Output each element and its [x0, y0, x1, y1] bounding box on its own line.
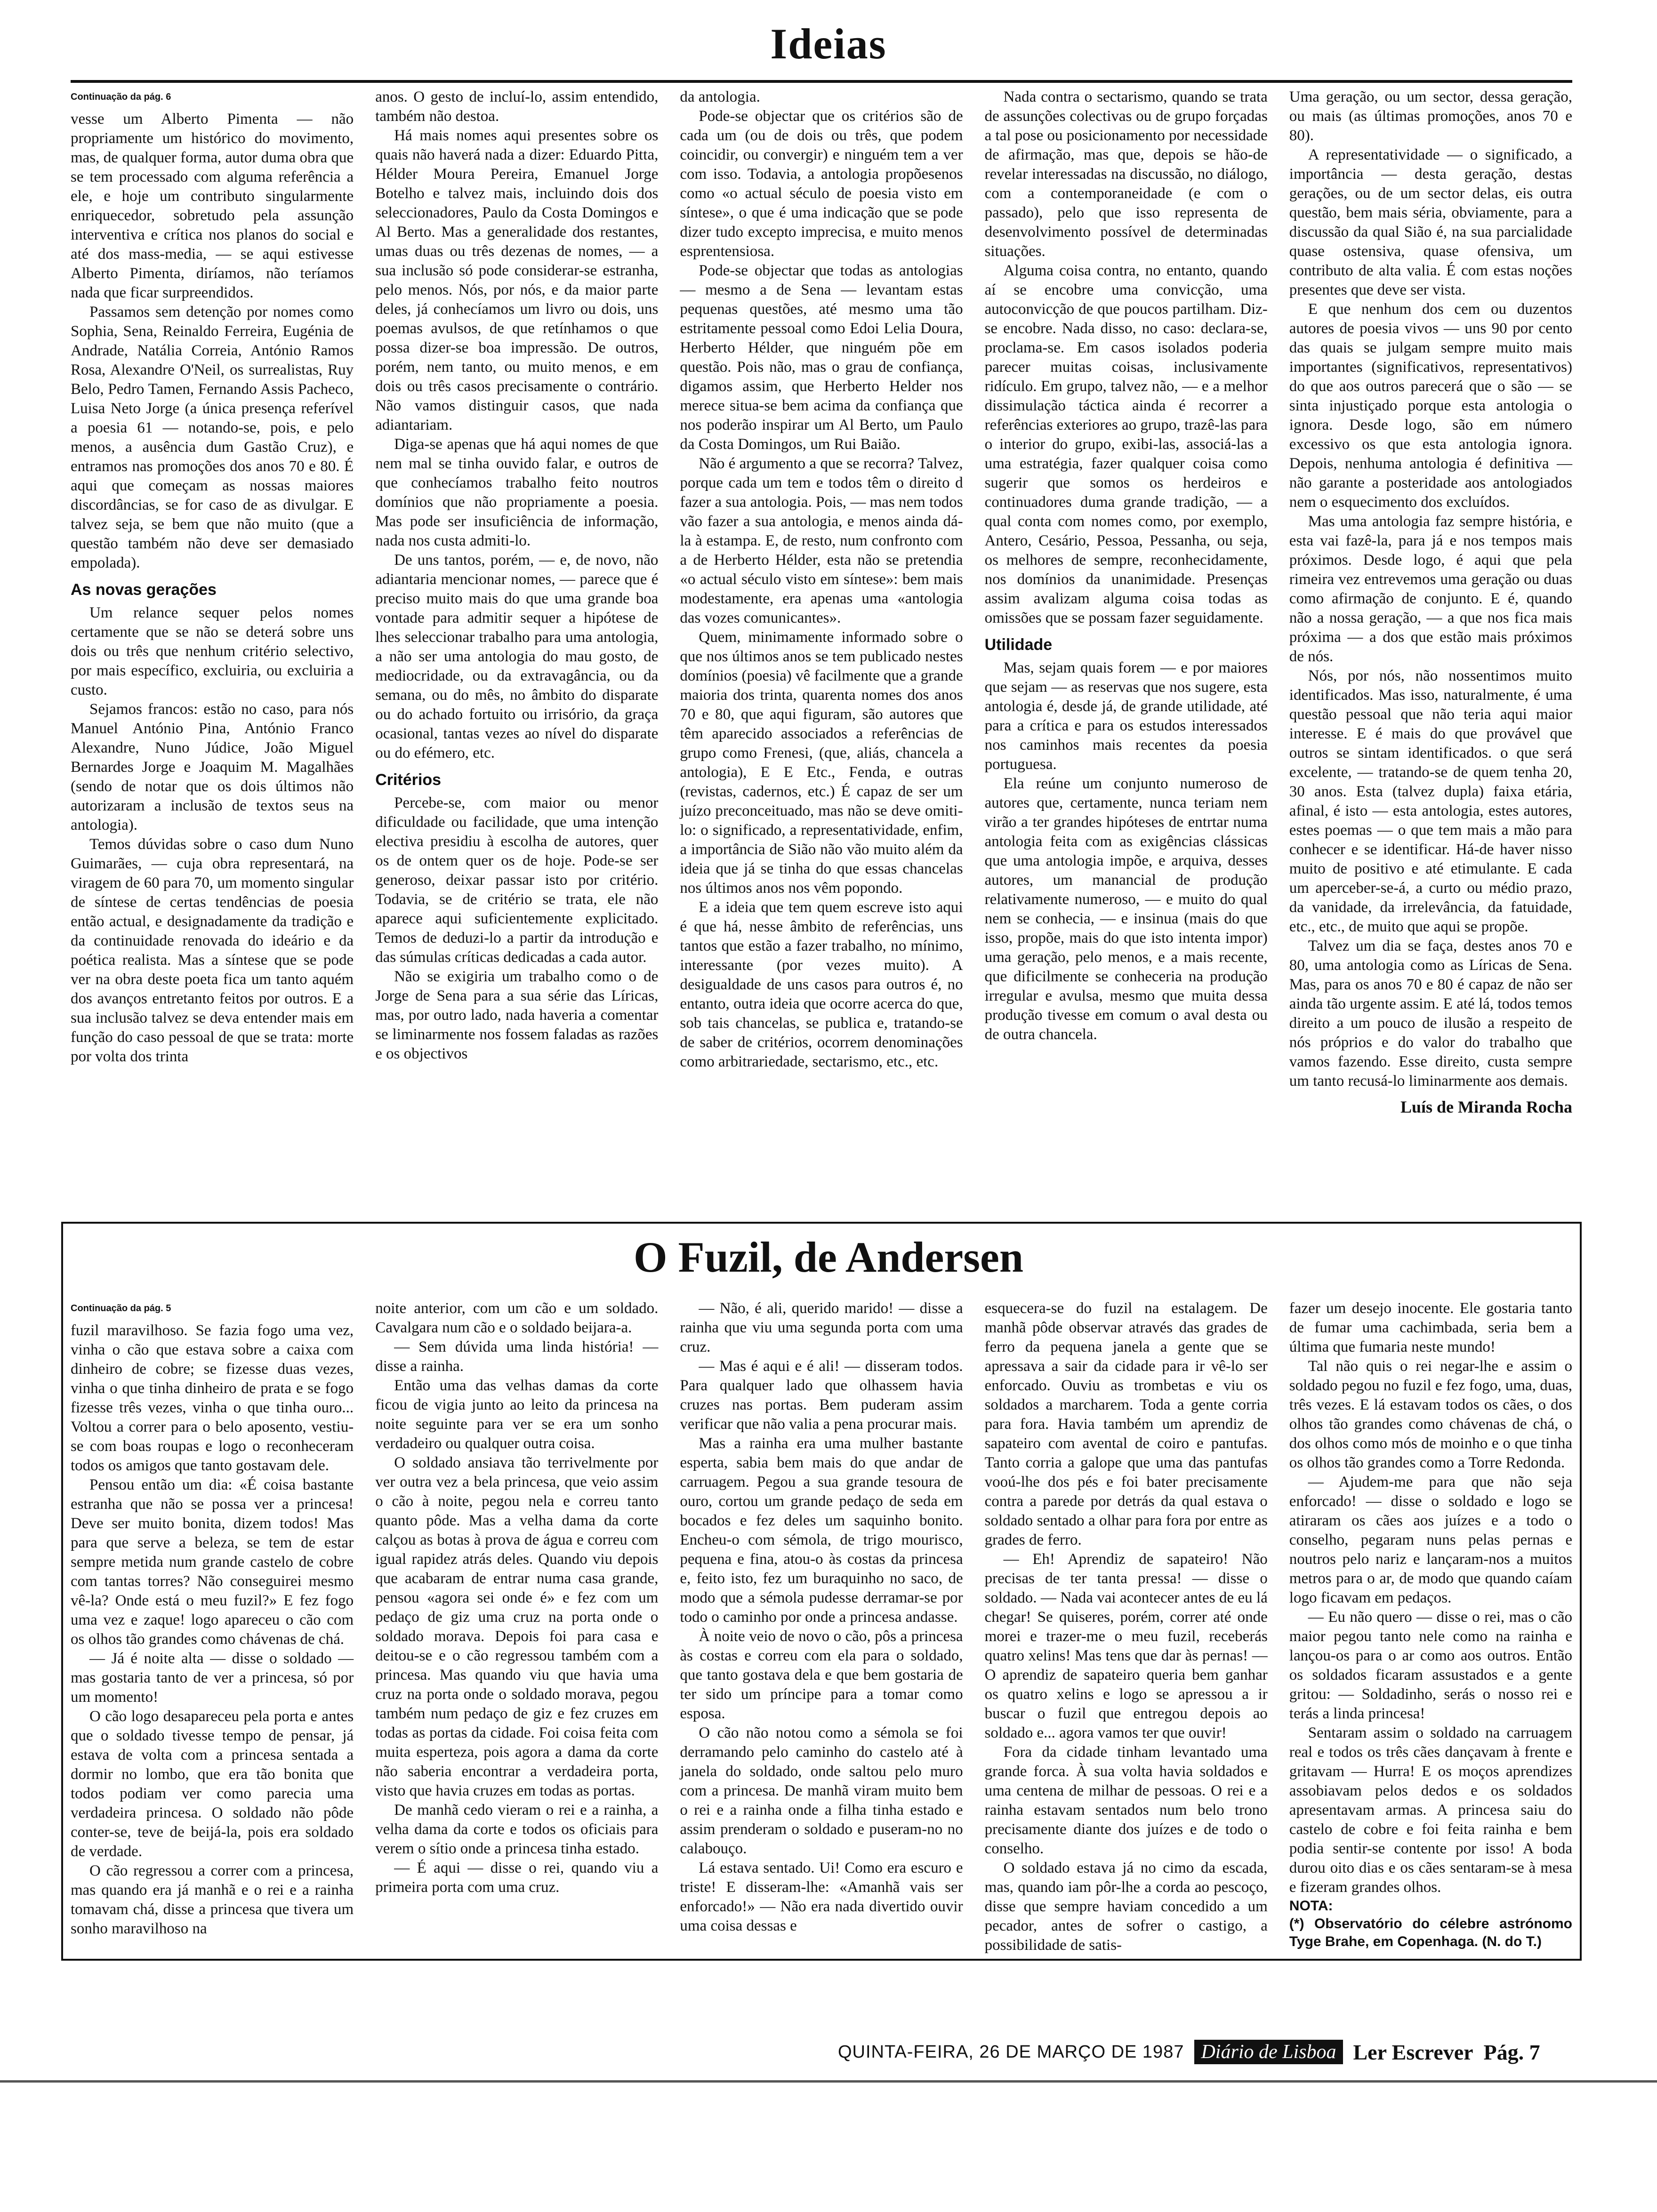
- paragraph: vesse um Alberto Pimenta — não propriamente um histórico do movimento, mas, de qualquer forma, autor duma obra que se tem processado com alguma referência a ele, e hoje um contributo singularmente enriquecedor, sobretudo pela assunção interventiva e crítica nos planos do social e até dos mass-media, — se aqui estivesse Alberto Pimenta, diríamos, não teríamos nada que ficar surpreendidos.: [71, 111, 354, 301]
- paragraph: À noite veio de novo o cão, pôs a princesa às costas e correu com ela para o soldado, que tanto gostava dela e que bem gostaria de ter sido um príncipe para a tomar como esposa.: [680, 1628, 963, 1722]
- paragraph: Percebe-se, com maior ou menor dificuldade ou facilidade, que uma intenção electiva presidiu à escolha de autores, quer os de ontem quer os de hoje. Pode-se ser generoso, deixar passar isto por critério. Todavia, se de critério se trata, ele não aparece aqui suficientemente explicitado. Temos de deduzi-lo a partir da introdução e das súmulas críticas dedicadas a cada autor.: [375, 794, 659, 966]
- author-signature: Luís de Miranda Rocha: [1400, 1098, 1572, 1116]
- header-rule: [71, 80, 1572, 83]
- article2-column-1: [71, 1299, 354, 1955]
- paragraph: Pode-se objectar que os critérios são de cada um (ou de dois ou três, que podem coincidir, ou convergir) e ninguém tem a ver com isso. Todavia, a antologia propõesenos como «o actual século de poesia visto em síntese», o que é uma indicação que se pode dizer tudo excepto imprecisa, e muito menos esprentensiosa.: [680, 108, 963, 260]
- paragraph: Sentaram assim o soldado na carruagem real e todos os três cães dançavam à frente e gritavam — Hurra! E os moços aprendizes assobiavam pelos dedos e os soldados apresentavam armas. A princesa saiu do castelo de cobre e foi feita rainha e bem podia sentir-se contente por isso! A boda durou oito dias e os cães sentaram-se à mesa e fizeram grandes olhos.: [1289, 1724, 1572, 1896]
- paragraph: O cão logo desapareceu pela porta e antes que o soldado tivesse tempo de pensar, já estava de volta com a princesa sentada a dormir no lombo, que era tão bonita que todos podiam ver como parecia uma verdadeira princesa. O soldado não pôde conter-se, teve de beijá-la, pois era soldado de verdade.: [71, 1708, 354, 1860]
- paragraph: — Ajudem-me para que não seja enforcado! — disse o soldado e logo se atiraram os cães aos juízes e a todo o conselho, pegaram nuns pelas pernas e noutros pelo nariz e lançaram-nos a muitos metros para o ar, de modo que quando caíam logo ficavam em pedaços.: [1289, 1474, 1572, 1606]
- continued-from-label: Continuação da pág. 5: [71, 1303, 171, 1314]
- paragraph: De manhã cedo vieram o rei e a rainha, a velha dama da corte e todos os oficiais para verem o sítio onde a princesa tinha estado.: [375, 1802, 659, 1857]
- paragraph: Ela reúne um conjunto numeroso de autores que, certamente, nunca teriam nem virão a ter grandes hipóteses de entrtar numa antologia feita com as exigências clássicas que uma antologia impõe, e arquiva, desses autores, um manancial de produção relativamente numeroso, — e muito do qual nem se conhecia, — e insinua (mais do que isso, propõe, mais do que isto intenta impor) uma geração, pelo menos, e a mais recente, que dificilmente se conheceria na produção irregular e avulsa, mesmo que muita dessa produção tivesse em comum o aval desta ou de outra chancela.: [984, 775, 1268, 1043]
- note-text: (*) Observatório do célebre astrónomo Tyge Brahe, em Copenhaga. (N. do T.): [1289, 1916, 1572, 1949]
- article2-column-2: [375, 1299, 658, 1955]
- paragraph: — Mas é aqui e é ali! — disseram todos. Para qualquer lado que olhassem havia cruzes nas portas. Bem puderam assim verificar que não valia a pena procurar mais.: [680, 1358, 963, 1433]
- box-bottom-rule: [61, 1959, 1582, 1961]
- article1-column-2: [375, 88, 658, 1212]
- subheading: Critérios: [375, 771, 442, 789]
- note-label: NOTA:: [1289, 1898, 1333, 1914]
- article2-column-4: [985, 1299, 1268, 1955]
- section-title: Ideias: [770, 20, 887, 68]
- article1-column-5: [1289, 88, 1572, 1212]
- page-fold-line: [0, 2080, 1657, 2083]
- paragraph: fuzil maravilhoso. Se fazia fogo uma vez, vinha o cão que estava sobre a caixa com dinheiro de cobre; se fizesse duas vezes, vinha o que tinha dinheiro de prata e se fogo fizesse três vezes, vinha o que tinha ouro... Voltou a correr para o belo aposento, vestiu-se com boas roupas e logo o reconheceram todos os amigos que tanto gostavam dele.: [71, 1322, 354, 1474]
- paragraph: Sejamos francos: estão no caso, para nós Manuel António Pina, António Franco Alexandre, Nuno Júdice, João Miguel Bernardes Jorge e Joaquim M. Magalhães (sendo de notar que os dois últimos não autorizaram a inclusão de textos seus na antologia).: [71, 701, 354, 834]
- subheading: As novas gerações: [71, 581, 217, 599]
- paragraph: noite anterior, com um cão e um soldado. Cavalgara num cão e o soldado beijara-a.: [375, 1300, 659, 1336]
- paragraph: — Já é noite alta — disse o soldado — mas gostaria tanto de ver a princesa, só por um momento!: [71, 1650, 354, 1706]
- article1-column-4: [985, 88, 1268, 1212]
- paragraph: Mas a rainha era uma mulher bastante esperta, sabia bem mais do que andar de carruagem. Pegou a sua grande tesoura de ouro, cortou um grande pedaço de seda em bocados e fez deles um saquinho bonito. Encheu-o com sémola, de trigo mourisco, pequena e fina, atou-o às costas da princesa e, feito isto, fez um buraquinho no saco, de modo que a sémola pudesse derramar-se por todo o caminho por onde a princesa andasse.: [680, 1435, 963, 1626]
- paragraph: A representatividade — o significado, a importância — desta geração, destas gerações, ou de um sector delas, eis outra questão, bem mais séria, obviamente, para a discussão da qual Sião é, na sua parcialidade quase ostensiva, quase ofensiva, um contributo de alta valia. É com estas noções presentes que deve ser vista.: [1289, 146, 1572, 298]
- continued-from-label: Continuação da pág. 6: [71, 92, 171, 102]
- article1-column-1: [71, 88, 354, 1212]
- article-ideias: [71, 88, 1572, 1212]
- paragraph: E que nenhum dos cem ou duzentos autores de poesia vivos — uns 90 por cento das quais se julgam sempre muito mais importantes (significativos, representativos) do que aos outros parecerá que o são — se sinta injustiçado porque esta antologia o ignora. Desde logo, são em número excessivo os que esta antologia ignora. Depois, nenhuma antologia é definitiva — não garante a posteridade aos antologiados nem o esquecimento dos excluídos.: [1289, 301, 1572, 511]
- paragraph: O soldado ansiava tão terrivelmente por ver outra vez a bela princesa, que veio assim o cão à noite, pegou nela e correu tanto quanto pôde. Mas a velha dama da corte calçou as botas à prova de água e correu com igual rapidez atrás deles. Quando viu depois que acabaram de entrar numa casa grande, pensou «agora sei onde é» e fez com um pedaço de giz uma cruz na porta onde o soldado morava. Depois foi para casa e deitou-se e o cão regressou também com a princesa. Mas quando viu que havia uma cruz na porta onde o soldado morava, pegou também num pedaço de giz e fez cruzes em todas as portas da cidade. Foi coisa feita com muita esperteza, pois agora a dama da corte não saberia encontrar a verdadeira porta, visto que havia cruzes em todas as portas.: [375, 1454, 659, 1799]
- paragraph: anos. O gesto de incluí-lo, assim entendido, também não destoa.: [375, 88, 659, 125]
- paragraph: Não é argumento a que se recorra? Talvez, porque cada um tem e todos têm o direito d fazer a sua antologia. Pois, — mas nem todos vão fazer a sua antologia, e menos ainda dá-la à estampa. E, de resto, num confronto com a de Herberto Hélder, esta não se pretendia «o actual século visto em síntese»: bem mais modestamente, era apenas uma «antologia das vozes comunicantes».: [680, 455, 963, 626]
- paragraph: Pensou então um dia: «É coisa bastante estranha que não se possa ver a princesa! Deve ser muito bonita, dizem todos! Mas para que serve a beleza, se tem de estar sempre metida num grande castelo de cobre com tantas torres? Não conseguirei mesmo vê-la? Onde está o meu fuzil?» E fez fogo uma vez e zaque! logo apareceu o cão com os olhos tão grandes como chávenas de chá.: [71, 1476, 354, 1648]
- paragraph: Há mais nomes aqui presentes sobre os quais não haverá nada a dizer: Eduardo Pitta, Hélder Moura Pereira, Emanuel Jorge Botelho e talvez mais, incluindo dois dos seleccionadores, Paulo da Costa Domingos e Al Berto. Mas a generalidade dos restantes, umas duas ou três dezenas de nomes, — a sua inclusão só pode considerar-se estranha, pelo menos. Nós, por nós, e da maior parte deles, já conhecíamos um livro ou dois, uns poemas avulsos, de que retínhamos o que possa dizer-se boa impressão. De outros, porém, nem tanto, ou muito menos, e em dois ou três casos precisamente o contrário. Não vamos distinguir casos, que nada adiantariam.: [375, 127, 659, 433]
- paragraph: fazer um desejo inocente. Ele gostaria tanto de fumar uma cachimbada, seria bem a última que fumaria neste mundo!: [1289, 1300, 1572, 1355]
- article1-column-3: [680, 88, 963, 1212]
- paragraph: Diga-se apenas que há aqui nomes de que nem mal se tinha ouvido falar, e outros de que conhecíamos trabalho feito noutros domínios que não propriamente a poesia. Mas pode ser insuficiência de informação, nada nos custa admiti-lo.: [375, 436, 659, 549]
- article2-column-5: [1289, 1299, 1572, 1955]
- article2-column-3: [680, 1299, 963, 1955]
- paragraph: E a ideia que tem quem escreve isto aqui é que há, nesse âmbito de referências, uns tantos que estão a fazer trabalho, no mínimo, interessante (por vezes muito). A desigualdade de uns casos para outros é, no entanto, outra ideia que ocorre acerca do que, sob tais chancelas, se publica e, tratando-se de saber de critérios, ocorrem denominações como arbitrariedade, sectarismo, etc., etc.: [680, 899, 963, 1070]
- issue-date: QUINTA-FEIRA, 26 DE MARÇO DE 1987: [838, 2042, 1184, 2062]
- paragraph: esquecera-se do fuzil na estalagem. De manhã pôde observar através das grades de ferro da pequena janela a gente que se apressava a sair da cidade para ir vê-lo ser enforcado. Ouviu as trombetas e viu os soldados a marcharem. Toda a gente corria para fora. Havia também um aprendiz de sapateiro com avental de coiro e pantufas. Tanto corria a galope que uma das pantufas vooú-lhe dos pés e foi bater precisamente contra a parede por detrás da qual estava o soldado sentado a olhar para fora por entre as grades de ferro.: [984, 1300, 1268, 1548]
- paragraph: Lá estava sentado. Ui! Como era escuro e triste! E disseram-lhe: «Amanhã vais ser enforcado!» — Não era nada divertido ouvir uma coisa dessas e: [680, 1859, 963, 1934]
- paragraph: De uns tantos, porém, — e, de novo, não adiantaria mencionar nomes, — parece que é preciso muito mais do que uma grande boa vontade para admitir sequer a hipótese de lhes seleccionar trabalho para uma antologia, a não ser uma antologia do mau gosto, de mediocridade, ou da extravagância, ou da semana, ou do mês, no âmbito do disparate ou do achado fortuito ou irrisório, da graça ocasional, tantas vezes ao nível do disparate ou do efémero, etc.: [375, 552, 659, 761]
- subheading: Utilidade: [984, 636, 1053, 654]
- paragraph: Fora da cidade tinham levantado uma grande forca. À sua volta havia soldados e uma centena de milhar de pessoas. O rei e a rainha estavam sentados num belo trono precisamente diante dos juízes e de todo o conselho.: [984, 1744, 1268, 1857]
- paragraph: Nós, por nós, não nossentimos muito identificados. Mas isso, naturalmente, é uma questão pessoal que não teria aqui maior interesse. E é mais do que provável que outros se sintam identificados. o que será excelente, — tratando-se de quem tenha 20, 30 anos. Esta (talvez dupla) faixa etária, afinal, é isto — esta antologia, estes autores, estes poemas — o que tem mais a mão para conhecer e se identificar. Há-de haver nisso muito de positivo e até etimulante. E cada um aperceber-se-á, a curto ou médio prazo, da vanidade, da irrelevância, da fatuidade, etc., etc., de muito que aqui se propõe.: [1289, 667, 1572, 935]
- paragraph: Então uma das velhas damas da corte ficou de vigia junto ao leito da princesa na noite seguinte para ver se era um sonho verdadeiro ou qualquer outra coisa.: [375, 1377, 659, 1452]
- paragraph: Um relance sequer pelos nomes certamente que se não se deterá sobre uns dois ou três que nenhum critério selectivo, por mais específico, excluiria, ou excluiria a custo.: [71, 604, 354, 698]
- paragraph: Tal não quis o rei negar-lhe e assim o soldado pegou no fuzil e fez fogo, uma, duas, três vezes. E lá estavam todos os cães, o dos olhos tão grandes como chávenas de chá, o dos olhos como mós de moinho e o que tinha os olhos tão grandes como a Torre Redonda.: [1289, 1358, 1572, 1471]
- article-fuzil: [71, 1299, 1572, 1954]
- paragraph: Mas uma antologia faz sempre história, e esta vai fazê-la, para já e nos tempos mais próximos. Desde logo, é aqui que pela rimeira vez entrevemos uma geração ou duas como afirmação de conjunto. E é, quando não a nossa geração, — a que nos fica mais próxima — a dos que estão mais próximos de nós.: [1289, 513, 1572, 665]
- paragraph: Talvez um dia se faça, destes anos 70 e 80, uma antologia como as Líricas de Sena. Mas, para os anos 70 e 80 é capaz de não ser ainda tão urgente assim. E até lá, todos temos direito a um pouco de ilusão a respeito de nós próprios e do valor do trabalho que vamos fazendo. Esse direito, custa sempre um tanto recusá-lo liminarmente aos demais.: [1289, 938, 1572, 1090]
- paragraph: da antologia.: [680, 88, 760, 105]
- paragraph: O soldado estava já no cimo da escada, mas, quando iam pôr-lhe a corda ao pescoço, disse que sempre haviam concedido a um pecador, antes de sofrer o castigo, a possibilidade de satis-: [984, 1859, 1268, 1954]
- article-separator-rule: [61, 1222, 1582, 1224]
- paragraph: Uma geração, ou um sector, dessa geração, ou mais (as últimas promoções, anos 70 e 80).: [1289, 88, 1572, 144]
- paragraph: Alguma coisa contra, no entanto, quando aí se encobre uma convicção, uma autoconvicção de que poucos partilham. Diz-se encobre. Nada disso, no caso: declara-se, proclama-se. Em casos isolados poderia parecer muitas coisas, inclusivamente ridículo. Em grupo, talvez não, — e a melhor dissimulação táctica ainda é recorrer a referências exteriores ao grupo, trazê-las para o interior do grupo, exibi-las, associá-las a uma estratégia, fazer qualquer coisa como sugerir que somos os herdeiros e continuadores duma grande tradição, — a qual conta com nomes como, por exemplo, Antero, Cesário, Pessoa, Pessanha, ou seja, os melhores de sempre, reconhecidamente, nos domínios da unanimidade. Presenças assim avalizam alguma coisa todas as omissões que se possam fazer seguidamente.: [984, 262, 1268, 626]
- article2-headline: O Fuzil, de Andersen: [633, 1233, 1024, 1281]
- paragraph: — Eh! Aprendiz de sapateiro! Não precisas de ter tanta pressa! — disse o soldado. — Nada vai acontecer antes de eu lá chegar! Se quiseres, porém, correr até onde morei e trazer-me o meu fuzil, receberás quatro xelins! Mas tens que dar às pernas! — O aprendiz de sapateiro queria bem ganhar os quatro xelins e logo se apressou a ir buscar o fuzil que entregou depois ao soldado e... agora vamos ter que ouvir!: [984, 1551, 1268, 1741]
- paragraph: Mas, sejam quais forem — e por maiores que sejam — as reservas que nos sugere, esta antologia é, desde já, de grande utilidade, até para a crítica e para os estudos interessados nos caminhos mais recentes da poesia portuguesa.: [984, 659, 1268, 773]
- page-number: Pág. 7: [1483, 2040, 1540, 2064]
- paragraph: O cão regressou a correr com a princesa, mas quando era já manhã e o rei e a rainha tomavam chá, disse a princesa que tivera um sonho maravilhoso na: [71, 1862, 354, 1937]
- box-right-rule: [1580, 1222, 1582, 1961]
- paragraph: Pode-se objectar que todas as antologias — mesmo a de Sena — levantam estas pequenas questões, até mesmo uma tão estritamente pessoal como Edoi Lelia Doura, Herberto Hélder, que ninguém põe em questão. Pois não, mas o grau de confiança, digamos assim, que Herberto Helder nos merece situa-se bem acima da confiança que nos poderão inspirar um Al Berto, um Paulo da Costa Domingos, um Rui Baião.: [680, 262, 963, 453]
- paragraph: — Eu não quero — disse o rei, mas o cão maior pegou tanto nele como na rainha e lançou-os para o ar como aos outros. Então os soldados ficaram assustados e a gente gritou: — Soldadinho, serás o nosso rei e terás a linda princesa!: [1289, 1609, 1572, 1722]
- paragraph: Quem, minimamente informado sobre o que nos últimos anos se tem publicado nestes domínios (poesia) vê facilmente que a grande maioria dos trinta, quarenta nomes dos anos 70 e 80, que aqui figuram, são autores que têm aparecido associados a referências de grupo como Frenesi, (que, aliás, chancela a antologia), E E Etc., Fenda, e outras (revistas, cadernos, etc.) É capaz de ser um juízo preconceituado, mas não se deve omiti-lo: o significado, a representatividade, enfim, a importância de Sião não vão muito além da ideia que já se tinha do que essas chancelas nos últimos anos nos vêm popondo.: [680, 629, 963, 897]
- supplement-name: Ler Escrever: [1353, 2040, 1473, 2064]
- paragraph: Passamos sem detenção por nomes como Sophia, Sena, Reinaldo Ferreira, Eugénia de Andrade, Natália Correia, António Ramos Rosa, Alexandre O'Neil, os surrealistas, Ruy Belo, Pedro Tamen, Fernando Assis Pacheco, Luisa Neto Jorge (a única presença referível a poesia 61 — notando-se, pois, e pelo menos, a ausência dum Gastão Cruz), e entramos nas promoções dos anos 70 e 80. É aqui que começam as nossas maiores discordâncias, se for caso de as divulgar. E talvez seja, se bem que não muito (que a questão também não deve ser demasiado empolada).: [71, 304, 354, 571]
- page-footer: [838, 2038, 1572, 2066]
- newspaper-logo: Diário de Lisboa: [1194, 2040, 1343, 2064]
- box-left-rule: [61, 1222, 63, 1961]
- paragraph: — É aqui — disse o rei, quando viu a primeira porta com uma cruz.: [375, 1859, 659, 1896]
- paragraph: Não se exigiria um trabalho como o de Jorge de Sena para a sua série das Líricas, mas, por outro lado, nada haveria a comentar se liminarmente nos fossem faladas as razões e os objectivos: [375, 968, 659, 1062]
- paragraph: O cão não notou como a sémola se foi derramando pelo caminho do castelo até à janela do soldado, onde saltou pelo muro com a princesa. De manhã viram muito bem o rei e a rainha onde a filha tinha estado e assim prenderam o soldado e puseram-no no calabouço.: [680, 1724, 963, 1857]
- paragraph: Temos dúvidas sobre o caso dum Nuno Guimarães, — cuja obra representará, na viragem de 60 para 70, um momento singular de síntese de certas tendências de poesia então actual, e designadamente da tradição e da continuidade renovada do ideário e da poética realista. Mas a síntese que se pode ver na obra deste poeta fica um tanto aquém dos avanços entretanto feitos por outros. E a sua inclusão talvez se deva entender mais em função do caso pessoal de que se trata: morte por volta dos trinta: [71, 836, 354, 1065]
- paragraph: — Sem dúvida uma linda história! — disse a rainha.: [375, 1338, 659, 1375]
- paragraph: Nada contra o sectarismo, quando se trata de assunções colectivas ou de grupo forçadas a tal pose ou posicionamento por necessidade de afirmação, mas que, depois se hão-de revelar interessadas na discussão, no diálogo, com a contemporaneidade (e com o passado), pelo que isso representa de desenvolvimento possível de determinadas situações.: [984, 88, 1268, 260]
- paragraph: — Não, é ali, querido marido! — disse a rainha que viu uma segunda porta com uma cruz.: [680, 1300, 963, 1355]
